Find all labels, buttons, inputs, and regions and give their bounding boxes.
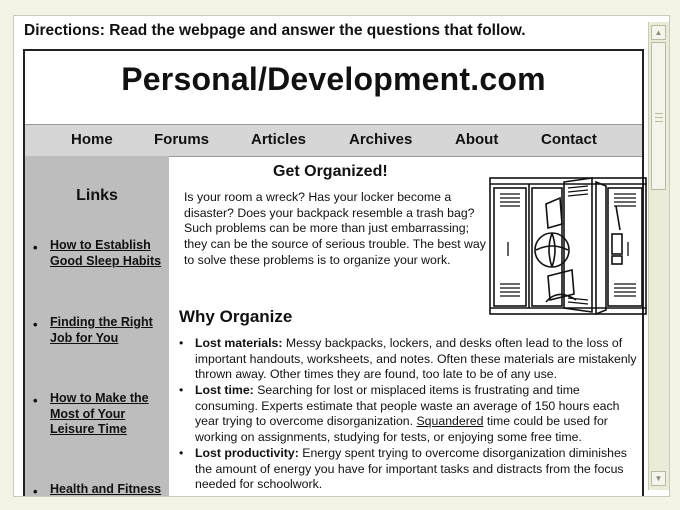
bullet: • xyxy=(33,317,38,332)
arrow-up-icon: ▲ xyxy=(654,28,663,37)
bullet: • xyxy=(179,446,184,460)
article-intro: Is your room a wreck? Has your locker become a disaster? Does your backpack resemble a trash bag? Such problems can be more than just embarrassing; they can be the source of serious trouble. The best way to solve these problems is to organize your work. xyxy=(184,190,486,267)
nav-home[interactable]: Home xyxy=(71,131,113,148)
directions-text: Directions: Read the webpage and answer the questions that follow. xyxy=(24,22,526,39)
scroll-up-button[interactable] xyxy=(651,25,666,40)
nav-archives[interactable]: Archives xyxy=(349,131,413,148)
grip-line xyxy=(655,113,663,114)
article-content xyxy=(175,156,643,497)
arrow-down-icon: ▼ xyxy=(654,474,663,483)
webpage xyxy=(23,49,644,497)
grip-line xyxy=(655,117,663,118)
page-frame xyxy=(13,15,670,497)
site-title: Personal/Development.com xyxy=(121,61,546,97)
section-heading: Why Organize xyxy=(179,307,293,326)
bullet: • xyxy=(33,393,38,408)
nav-bar xyxy=(25,124,642,157)
reason-text: Energy spent trying to overcome disorganization diminishes the amount of energy you have for important tasks and distracts from the focus needed for schoolwork. xyxy=(195,446,627,492)
links-heading: Links xyxy=(76,187,118,204)
vertical-scrollbar[interactable] xyxy=(648,22,669,490)
reason-text: Searching for lost or misplaced items is frustrating and time consuming. Experts estimate that people waste an average of 150 hours each year trying to overcome disorganization. xyxy=(195,383,620,429)
sidebar-link-leisure[interactable]: How to Make the Most of Your Leisure Time xyxy=(50,391,149,436)
scroll-thumb[interactable] xyxy=(651,42,666,190)
article-title: Get Organized! xyxy=(273,163,388,180)
links-sidebar xyxy=(25,156,169,497)
bullet: • xyxy=(33,484,38,497)
vocab-word-squandered: Squandered xyxy=(416,414,484,429)
nav-contact[interactable]: Contact xyxy=(541,131,597,148)
scroll-down-button[interactable] xyxy=(651,471,666,486)
sidebar-link-sleep[interactable]: How to Establish Good Sleep Habits xyxy=(50,238,162,268)
reason-term: Lost materials: xyxy=(195,336,283,350)
nav-about[interactable]: About xyxy=(455,131,499,148)
nav-articles[interactable]: Articles xyxy=(251,131,307,148)
sidebar-link-health[interactable]: Health and Fitness xyxy=(50,482,162,496)
grip-line xyxy=(655,121,663,122)
locker-illustration xyxy=(488,176,648,318)
nav-forums[interactable]: Forums xyxy=(154,131,210,148)
sidebar-link-job[interactable]: Finding the Right Job for You xyxy=(50,315,153,345)
reason-text: Messy backpacks, lockers, and desks often lead to the loss of important handouts, worksheets, and notes. Often these materials are mistakenly thrown away. Other times they are found, too late to be of any use. xyxy=(195,336,637,382)
reason-term: Lost productivity: xyxy=(195,446,299,460)
bullet: • xyxy=(33,240,38,255)
reason-text-continued: time could be used for working on assignments, studying for tests, or enjoying some free time. xyxy=(195,414,608,445)
bullet: • xyxy=(179,336,184,350)
reason-term: Lost time: xyxy=(195,383,254,397)
bullet: • xyxy=(179,383,184,397)
